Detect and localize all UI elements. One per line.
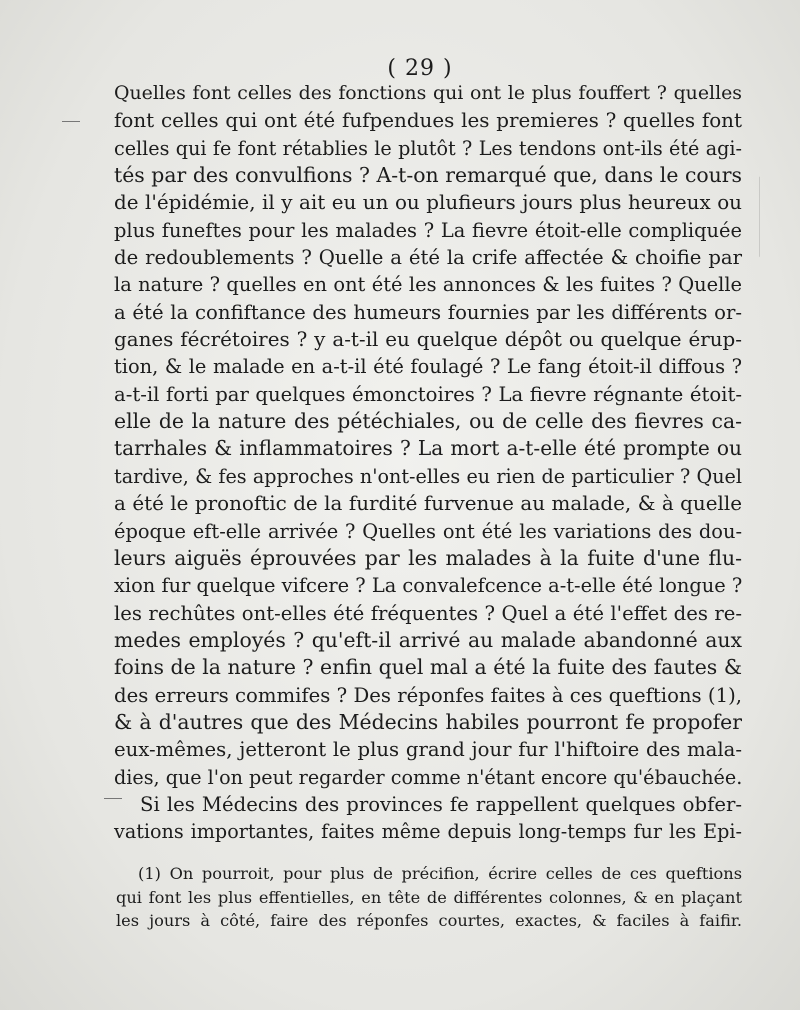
text-line: tés par des convulfions ? A-t-on remarqué que, dans le cours	[114, 163, 742, 188]
text-line: Quelles font celles des fonctions qui ont le plus fouffert ? quelles	[114, 82, 742, 104]
footnote	[116, 862, 742, 933]
text-line: de redoublements ? Quelle a été la crife affectée & choifie par	[114, 246, 742, 270]
text-line: tarrhales & inflammatoires ? La mort a-t-elle été prompte ou	[114, 436, 742, 461]
text-line: a été le pronoftic de la furdité furvenue au malade, & à quelle	[114, 492, 742, 516]
text-line: plus funeftes pour les malades ? La fievre étoit-elle compliquée	[114, 218, 742, 242]
text-line: celles qui fe font rétablies le plutôt ? Les tendons ont-ils été agi-	[114, 136, 742, 160]
text-line: tion, & le malade en a-t-il été foulagé ? Le fang étoit-il diffous ?	[114, 355, 742, 379]
text-line: vations importantes, faites même depuis long-temps fur les Epi-	[114, 820, 742, 844]
page-number: ( 29 )	[387, 56, 453, 81]
footnote-line: qui font les plus effentielles, en tête de différentes colonnes, & en plaçant	[116, 887, 742, 907]
text-line: de l'épidémie, il y ait eu un ou plufieurs jours plus heureux ou	[114, 191, 742, 215]
text-line: dies, que l'on peut regarder comme n'étant encore qu'ébauchée.	[114, 765, 743, 789]
text-line: font celles qui ont été fufpendues les premieres ? quelles font	[114, 109, 742, 133]
text-line: tardive, & fes approches n'ont-elles eu rien de particulier ? Quel	[114, 464, 742, 488]
text-line: des erreurs commifes ? Des réponfes faites à ces queftions (1),	[114, 683, 742, 707]
footnote-line: (1) On pourroit, pour plus de précifion, écrire celles de ces queftions	[138, 864, 742, 883]
text-line: leurs aiguës éprouvées par les malades à la fuite d'une flu-	[114, 545, 742, 570]
text-line: eux-mêmes, jetteront le plus grand jour fur l'hiftoire des mala-	[114, 738, 742, 762]
text-line: elle de la nature des pétéchiales, ou de celle des fievres ca-	[114, 409, 742, 434]
text-line: & à d'autres que des Médecins habiles pourront fe propofer	[114, 709, 742, 734]
margin-mark	[62, 121, 80, 122]
main-text	[114, 80, 742, 846]
text-line: la nature ? quelles en ont été les annonces & les fuites ? Quelle	[114, 273, 742, 297]
text-line: ganes fécrétoires ? y a-t-il eu quelque dépôt ou quelque érup-	[114, 328, 742, 352]
text-line: foins de la nature ? enfin quel mal a été la fuite des fautes &	[114, 655, 742, 680]
footnote-line: les jours à côté, faire des réponfes courtes, exactes, & faciles à faifir.	[116, 911, 742, 930]
text-line: a été la confiftance des humeurs fournies par les différents or-	[114, 300, 742, 324]
paper-crease	[759, 143, 800, 257]
text-line: xion fur quelque vifcere ? La convalefcence a-t-elle été longue ?	[114, 574, 743, 598]
text-line: époque eft-elle arrivée ? Quelles ont été les variations des dou-	[114, 519, 742, 543]
text-line: Si les Médecins des provinces fe rappellent quelques obfer-	[140, 792, 742, 816]
text-line: a-t-il forti par quelques émonctoires ? La fievre régnante étoit-	[114, 382, 742, 406]
text-line: les rechûtes ont-elles été fréquentes ? Quel a été l'effet des re-	[114, 601, 742, 625]
text-line: medes employés ? qu'eft-il arrivé au malade abandonné aux	[114, 627, 742, 652]
